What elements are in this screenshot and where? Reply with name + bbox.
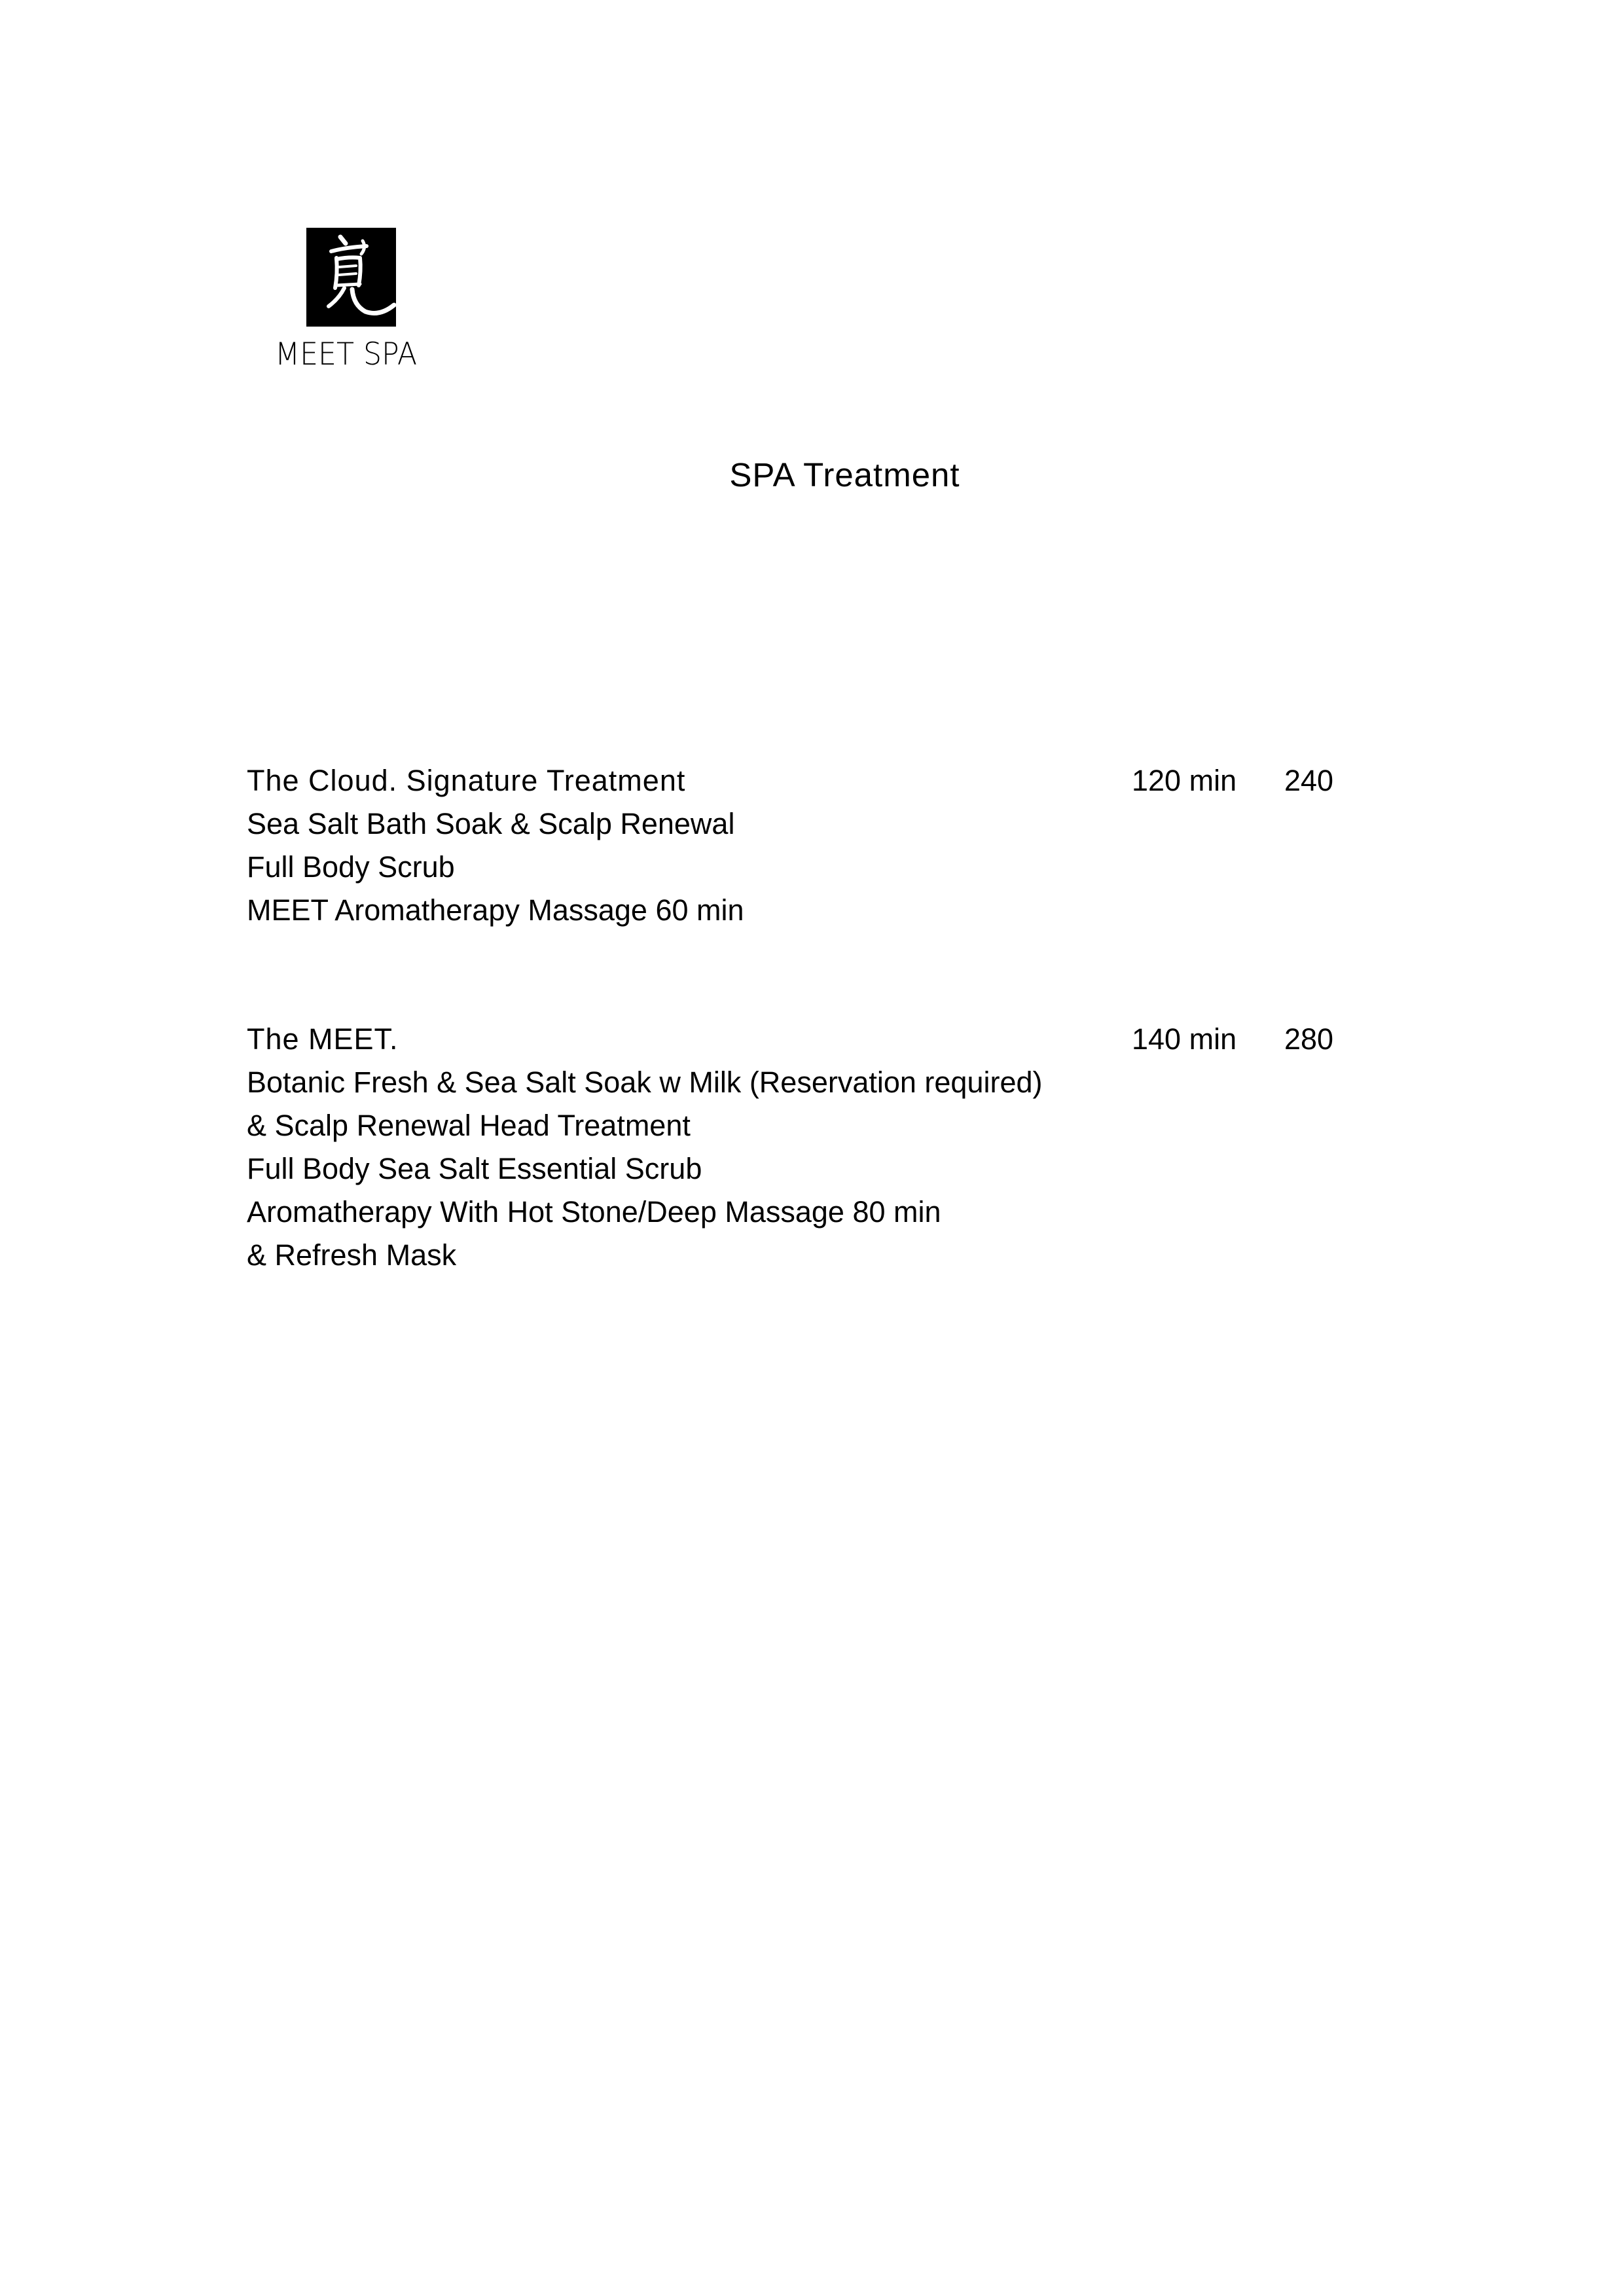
treatment-item <box>247 1018 1360 1277</box>
page-title: SPA Treatment <box>729 456 960 493</box>
treatment-duration: 120 min <box>1132 764 1237 797</box>
treatment-step: Botanic Fresh & Sea Salt Soak w Milk (Reservation required) <box>247 1066 1043 1099</box>
treatment-step: Full Body Scrub <box>247 850 455 884</box>
treatment-header <box>247 1018 1360 1061</box>
treatment-step: Sea Salt Bath Soak & Scalp Renewal <box>247 807 735 840</box>
treatment-step: & Refresh Mask <box>247 1238 457 1272</box>
treatment-price: 240 <box>1284 764 1334 797</box>
calligraphy-seal-icon <box>306 228 396 327</box>
treatment-step: MEET Aromatherapy Massage 60 min <box>247 893 744 927</box>
treatment-step: Aromatherapy With Hot Stone/Deep Massage 80 min <box>247 1195 941 1229</box>
treatment-header <box>247 759 1360 802</box>
treatment-name: The Cloud. Signature Treatment <box>247 764 686 797</box>
brand-name: MEET SPA <box>275 336 418 372</box>
treatment-duration: 140 min <box>1132 1022 1237 1056</box>
treatment-name: The MEET. <box>247 1022 399 1056</box>
treatment-item <box>247 759 1360 932</box>
treatment-step: Full Body Sea Salt Essential Scrub <box>247 1152 702 1185</box>
treatment-price: 280 <box>1284 1022 1334 1056</box>
treatment-step: & Scalp Renewal Head Treatment <box>247 1109 691 1142</box>
